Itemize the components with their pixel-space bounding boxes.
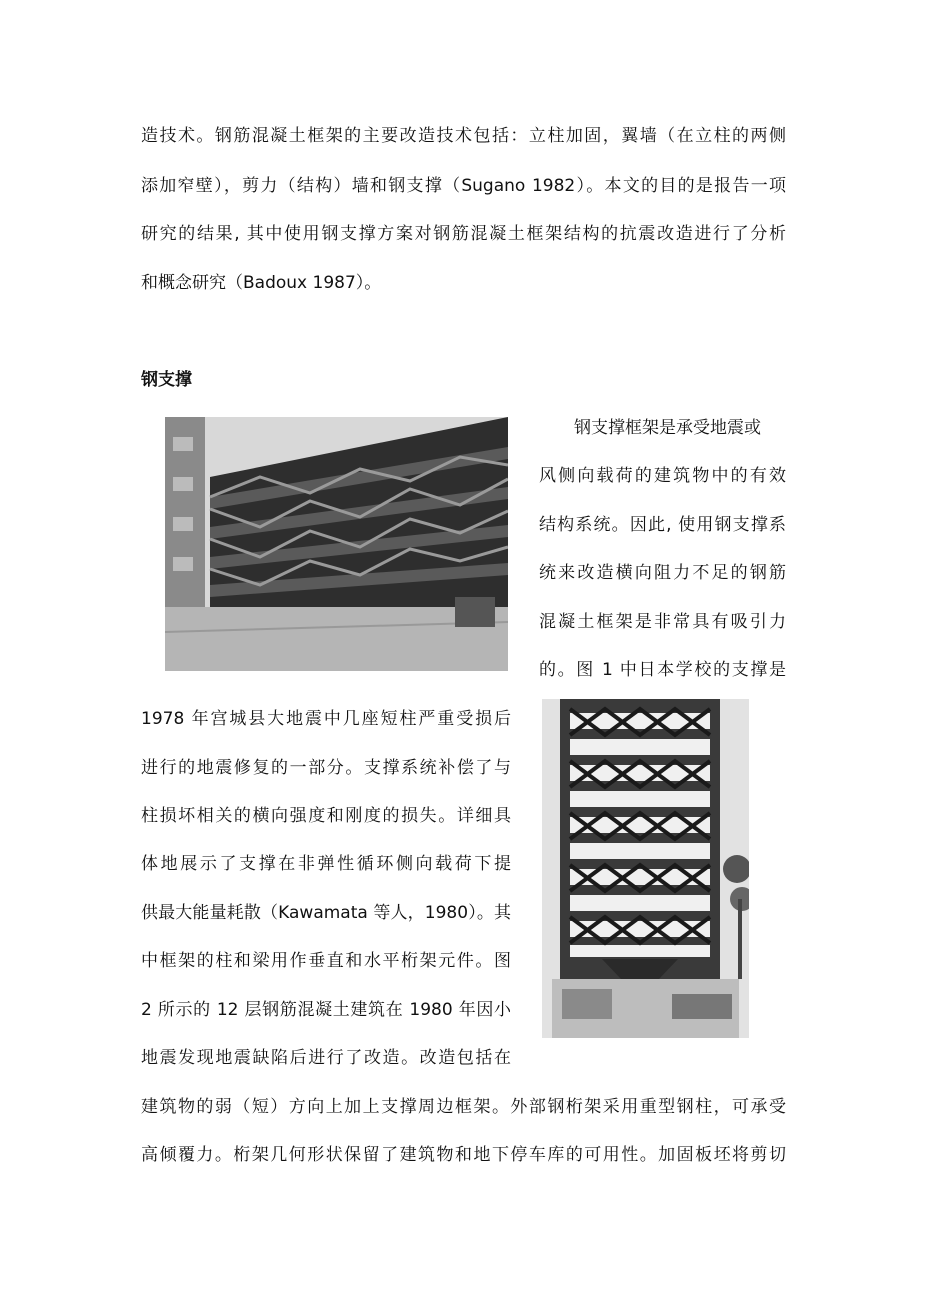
left-line-6: 中框架的柱和梁用作垂直和水平桁架元件。图 [141, 951, 511, 971]
left-line-2: 进行的地震修复的一部分。支撑系统补偿了与 [141, 758, 511, 778]
right-line-2: 风侧向载荷的建筑物中的有效 [539, 466, 786, 486]
left-line-4: 体地展示了支撑在非弹性循环侧向载荷下提 [141, 854, 511, 874]
right-line-3: 结构系统。因此, 使用钢支撑系 [539, 515, 786, 535]
right-line-6: 的。图 1 中日本学校的支撑是 [539, 660, 786, 680]
left-line-3: 柱损坏相关的横向强度和刚度的损失。详细具 [141, 806, 511, 826]
intro-line-4: 和概念研究（Badoux 1987）。 [141, 273, 382, 293]
outro-line-1: 建筑物的弱（短）方向上加上支撑周边框架。外部钢桁架采用重型钢柱，可承受 [141, 1097, 786, 1117]
figure-1-school-photo [165, 417, 508, 671]
right-line-5: 混凝土框架是非常具有吸引力 [539, 612, 786, 632]
outro-line-2: 高倾覆力。桁架几何形状保留了建筑物和地下停车库的可用性。加固板坯将剪切 [141, 1145, 786, 1165]
right-line-4: 统来改造横向阻力不足的钢筋 [539, 563, 786, 583]
left-line-5: 供最大能量耗散（Kawamata 等人，1980）。其 [141, 903, 511, 923]
intro-line-3: 研究的结果, 其中使用钢支撑方案对钢筋混凝土框架结构的抗震改造进行了分析 [141, 224, 786, 244]
left-line-7: 2 所示的 12 层钢筋混凝土建筑在 1980 年因小 [141, 1000, 511, 1020]
section-heading: 钢支撑 [141, 370, 192, 390]
intro-line-2: 添加窄壁），剪力（结构）墙和钢支撑（Sugano 1982）。本文的目的是报告一项 [141, 176, 786, 196]
intro-line-1: 造技术。钢筋混凝土框架的主要改造技术包括：立柱加固，翼墙（在立柱的两侧 [141, 126, 786, 146]
left-line-8: 地震发现地震缺陷后进行了改造。改造包括在 [141, 1048, 511, 1068]
left-line-1: 1978 年宫城县大地震中几座短柱严重受损后 [141, 709, 511, 729]
figure-2-building-photo [542, 699, 749, 1038]
right-line-1: 钢支撑框架是承受地震或 [574, 418, 761, 438]
